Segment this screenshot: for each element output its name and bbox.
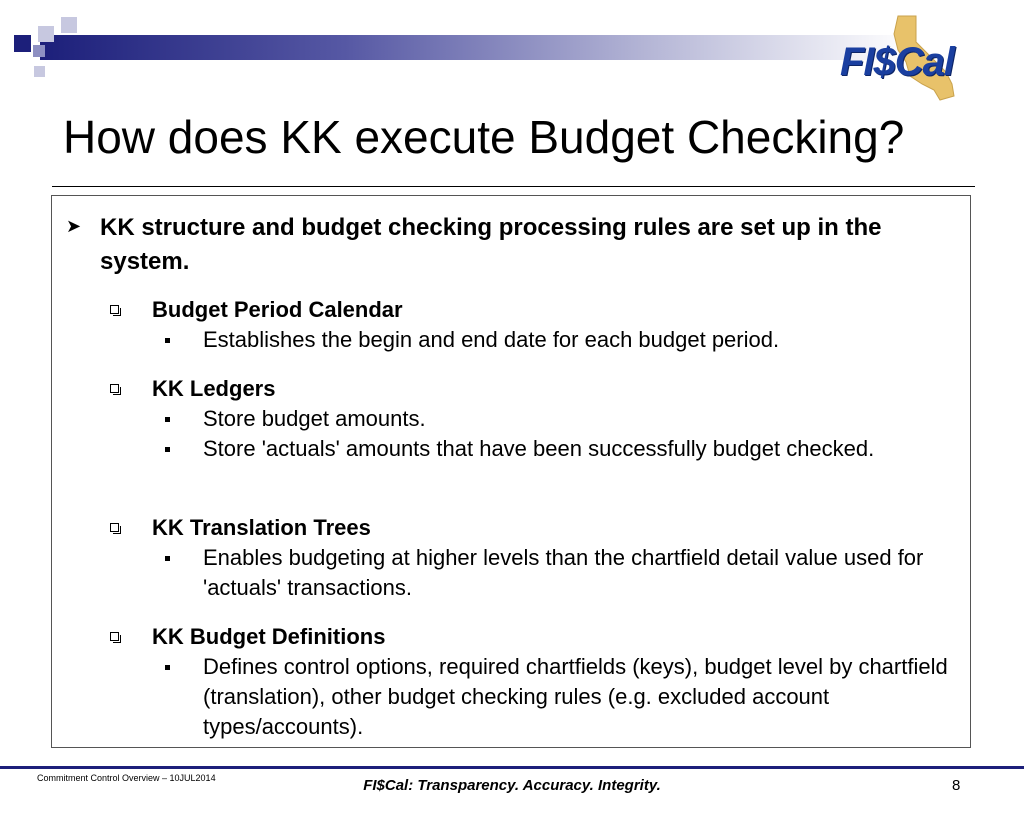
square-bullet-icon: [110, 632, 119, 641]
list-item-text: Defines control options, required chartfields (keys), budget level by chartfield (translation), other budget checking rules (e.g. excluded account types/accounts).: [203, 654, 948, 739]
list-item-text: Enables budgeting at higher levels than the chartfield detail value used for 'actuals' transactions.: [203, 545, 924, 600]
decorative-square: [38, 26, 54, 42]
page-number: 8: [952, 777, 961, 794]
list-item: [203, 404, 960, 434]
list-item: [203, 434, 883, 464]
main-bullet-text: KK structure and budget checking processing rules are set up in the system.: [100, 214, 882, 275]
list-item-text: Store 'actuals' amounts that have been successfully budget checked.: [203, 436, 875, 461]
arrow-bullet-icon: ➤: [66, 216, 82, 236]
section-title: Budget Period Calendar: [152, 297, 403, 322]
section-title: KK Ledgers: [152, 376, 276, 401]
section-kk-budget-definitions: [110, 622, 960, 742]
footer-divider: [0, 766, 1024, 769]
bullet-dot-icon: [165, 417, 170, 422]
section-kk-ledgers: [110, 374, 960, 464]
slide-title: How does KK execute Budget Checking?: [63, 111, 905, 163]
decorative-square: [14, 35, 31, 52]
list-item: [203, 652, 963, 742]
section-kk-translation-trees: [110, 513, 960, 603]
fiscal-logo: [836, 14, 986, 104]
section-budget-period-calendar: [110, 295, 960, 355]
list-item-text: Establishes the begin and end date for each budget period.: [203, 327, 780, 352]
footer-left-text: Commitment Control Overview – 10JUL2014: [37, 773, 216, 783]
list-item: [203, 325, 960, 355]
decorative-square: [34, 66, 45, 77]
section-title: KK Translation Trees: [152, 515, 371, 540]
footer-tagline: FI$Cal: Transparency. Accuracy. Integrity.: [363, 777, 661, 794]
square-bullet-icon: [110, 523, 119, 532]
decorative-square: [61, 17, 77, 33]
header-gradient-bar: [40, 35, 910, 60]
title-divider: [52, 186, 975, 187]
bullet-dot-icon: [165, 665, 170, 670]
bullet-dot-icon: [165, 447, 170, 452]
bullet-dot-icon: [165, 338, 170, 343]
main-bullet: [66, 211, 946, 279]
section-title: KK Budget Definitions: [152, 624, 386, 649]
decorative-square: [33, 45, 45, 57]
bullet-dot-icon: [165, 556, 170, 561]
square-bullet-icon: [110, 305, 119, 314]
square-bullet-icon: [110, 384, 119, 393]
list-item: [203, 543, 948, 603]
logo-text: FI$Cal: [840, 40, 955, 84]
list-item-text: Store budget amounts.: [203, 406, 426, 431]
